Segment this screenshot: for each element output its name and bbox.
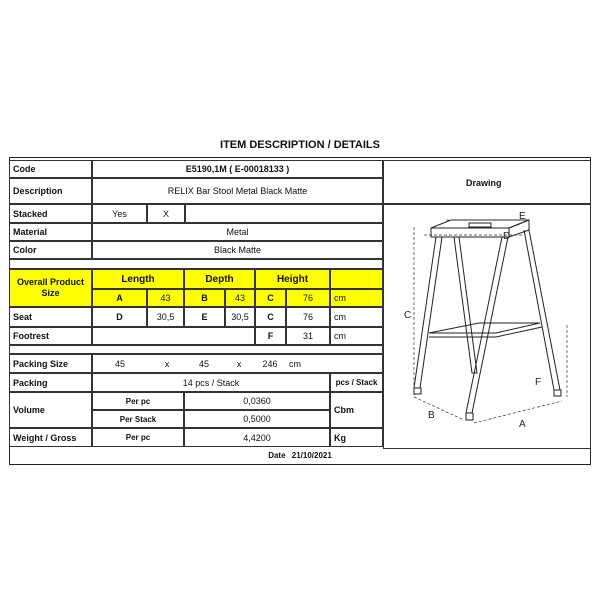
length-header: Length [92, 269, 184, 289]
description-label: Description [9, 178, 92, 204]
material-label: Material [9, 223, 92, 241]
stacked-empty [185, 204, 383, 223]
stacked-yes: Yes [92, 204, 147, 223]
foot-cap-fl [414, 388, 421, 394]
overall-unit: cm [330, 289, 383, 307]
code-value: E5190,1M ( E-00018133 ) [92, 160, 383, 178]
seat-front [431, 228, 509, 237]
label-c: C [404, 310, 412, 321]
overall-c-letter: C [255, 289, 286, 307]
packing-size-x1: x [164, 358, 170, 369]
seat-label: Seat [9, 307, 92, 327]
foot-cap-br [554, 390, 561, 396]
volume-label: Volume [9, 392, 92, 428]
seat-handle [469, 223, 491, 227]
seat-c-value: 76 [286, 307, 330, 327]
bar-stool-drawing [384, 205, 590, 448]
seat-unit: cm [330, 307, 383, 327]
weight-unit: Kg [330, 428, 383, 447]
code-label: Code [9, 160, 92, 178]
overall-header-empty [330, 269, 383, 289]
date-line [0, 451, 600, 460]
overall-a-letter: A [92, 289, 147, 307]
drawing-title: Drawing [466, 178, 502, 188]
date-value: 21/10/2021 [291, 451, 332, 460]
leg-back-left [454, 237, 477, 373]
footrest-unit: cm [330, 327, 383, 345]
weight-value: 4,4200 [184, 428, 330, 447]
depth-header: Depth [184, 269, 255, 289]
description-value: RELIX Bar Stool Metal Black Matte [92, 178, 383, 204]
seat-side [509, 220, 529, 237]
color-value: Black Matte [92, 241, 383, 259]
spacer-row-2 [9, 345, 383, 354]
overall-size-label: Overall Product Size [9, 269, 92, 307]
packing-label: Packing [9, 373, 92, 392]
footrest-label: Footrest [9, 327, 92, 345]
volume-per-pc-value: 0,0360 [184, 392, 330, 410]
weight-label: Weight / Gross [9, 428, 92, 447]
overall-a-value: 43 [147, 289, 184, 307]
seat-c-letter: C [255, 307, 286, 327]
color-label: Color [9, 241, 92, 259]
weight-per-pc-label: Per pc [92, 428, 184, 447]
overall-c-value: 76 [286, 289, 330, 307]
label-f: F [535, 377, 542, 388]
sheet-title: ITEM DESCRIPTION / DETAILS [220, 139, 380, 151]
dim-line-b [414, 397, 464, 420]
dim-line-a [474, 401, 562, 423]
label-a: A [519, 419, 526, 430]
volume-per-stack-value: 0,5000 [184, 410, 330, 428]
stacked-mark: X [147, 204, 185, 223]
overall-b-letter: B [184, 289, 225, 307]
packing-size-x2: x [236, 358, 242, 369]
foot-cap-fr [466, 413, 473, 420]
packing-size-unit: cm [289, 358, 301, 369]
packing-size-depth: 45 [198, 358, 209, 369]
leg-front-left [414, 237, 442, 388]
height-header: Height [255, 269, 330, 289]
label-d: D [503, 231, 511, 242]
footrest-empty [92, 327, 255, 345]
footrest-f-letter: F [255, 327, 286, 345]
footrest-f-value: 31 [286, 327, 330, 345]
drawing-panel [383, 204, 591, 449]
overall-b-value: 43 [225, 289, 255, 307]
label-e: E [519, 211, 526, 222]
seat-d-value: 30,5 [147, 307, 184, 327]
seat-e-letter: E [184, 307, 225, 327]
packing-size-height: 246 [262, 358, 278, 369]
seat-d-letter: D [92, 307, 147, 327]
leg-front-right [466, 237, 508, 413]
seat-e-value: 30,5 [225, 307, 255, 327]
packing-size-width: 45 [114, 358, 125, 369]
packing-size-label: Packing Size [9, 354, 92, 373]
packing-unit: pcs / Stack [330, 373, 383, 392]
footrest-edge-side [496, 327, 542, 337]
volume-per-stack-label: Per Stack [92, 410, 184, 428]
material-value: Metal [92, 223, 383, 241]
date-label: Date [268, 451, 286, 460]
volume-per-pc-label: Per pc [92, 392, 184, 410]
label-b: B [428, 410, 435, 421]
leg-back-right [524, 230, 560, 390]
stacked-label: Stacked [9, 204, 92, 223]
packing-value: 14 pcs / Stack [92, 373, 330, 392]
volume-unit: Cbm [330, 392, 383, 428]
spacer-row-1 [9, 259, 383, 269]
